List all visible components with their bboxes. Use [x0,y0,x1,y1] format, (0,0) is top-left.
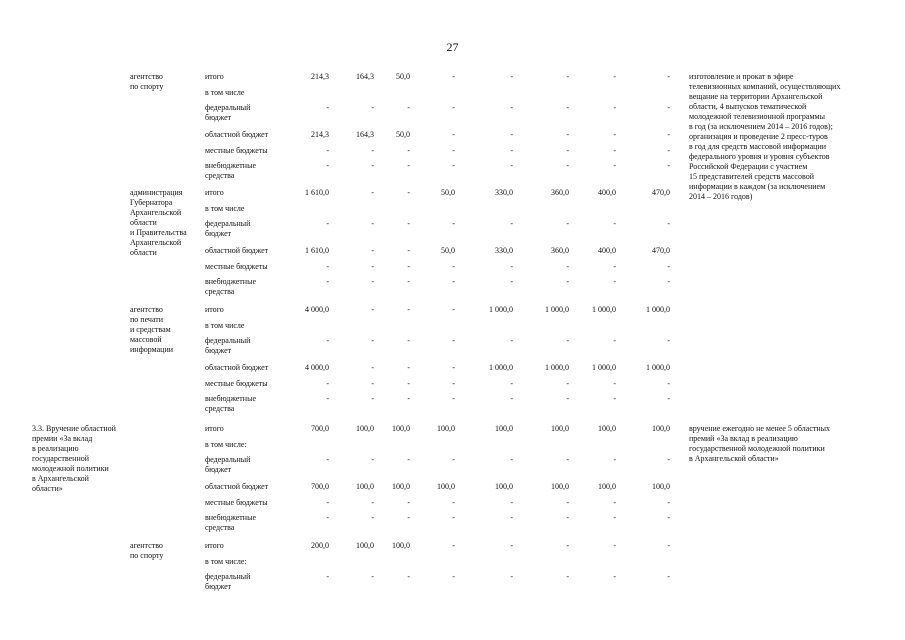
table-cell: - [510,277,513,286]
table-cell: 100,0 [551,482,569,491]
row-label: местные бюджеты [205,146,268,155]
row-label: итого [205,541,224,550]
table-cell: 100,0 [356,541,374,550]
table-cell: - [452,336,455,345]
table-cell: - [667,161,670,170]
table-cell: - [566,455,569,464]
table-cell: - [407,219,410,228]
table-cell: - [407,103,410,112]
row-label: в том числе [205,321,245,330]
table-cell: 700,0 [311,424,329,433]
table-cell: 100,0 [356,424,374,433]
table-cell: 100,0 [392,482,410,491]
table-cell: - [510,394,513,403]
table-cell: - [510,161,513,170]
table-cell: - [407,379,410,388]
table-cell: - [667,379,670,388]
table-cell: - [407,188,410,197]
table-cell: - [371,146,374,155]
table-cell: - [667,103,670,112]
table-cell: - [667,541,670,550]
table-cell: - [510,72,513,81]
table-cell: - [452,103,455,112]
table-cell: - [613,219,616,228]
table-cell: - [371,262,374,271]
table-cell: - [452,363,455,372]
table-cell: 100,0 [598,424,616,433]
table-cell: - [510,146,513,155]
table-cell: - [510,498,513,507]
row-label: областной бюджет [205,130,269,139]
table-cell: - [326,379,329,388]
table-cell: - [326,394,329,403]
table-cell: - [407,336,410,345]
table-cell: 330,0 [495,188,513,197]
table-cell: - [407,498,410,507]
table-cell: - [371,572,374,581]
table-cell: 50,0 [396,130,410,139]
table-cell: - [407,246,410,255]
table-cell: - [452,262,455,271]
table-cell: - [510,572,513,581]
table-cell: - [452,305,455,314]
row-label: внебюджетные средства [205,161,256,180]
table-cell: - [667,394,670,403]
table-cell: - [566,277,569,286]
table-cell: - [510,336,513,345]
row-label: федеральный бюджет [205,455,251,474]
table-cell: - [371,379,374,388]
row-label: итого [205,72,224,81]
table-cell: - [667,72,670,81]
row-label: местные бюджеты [205,262,268,271]
table-cell: - [452,572,455,581]
table-cell: - [452,498,455,507]
table-cell: - [566,130,569,139]
table-cell: 470,0 [652,246,670,255]
table-cell: - [371,188,374,197]
result-text: изготовление и прокат в эфире телевизионных компаний, осуществляющих вещание на территории Архангельской области, 4 выпусков тематической молодежной телевизионной программы в год (за исключением 2014 – 2016 годов); организация и проведение 2 пресс-туров в год для средств массовой информации федерального уровня и уровня субъектов Российской Федерации с участием 15 представителей средств массовой информации в каждом (за исключением 2014 – 2016 годов) [689,72,841,201]
table-cell: - [407,262,410,271]
table-cell: 100,0 [356,482,374,491]
table-cell: 360,0 [551,246,569,255]
table-cell: 1 000,0 [489,305,513,314]
table-cell: - [407,305,410,314]
row-label: итого [205,188,224,197]
table-cell: 4 000,0 [305,305,329,314]
table-cell: - [667,513,670,522]
table-cell: - [452,455,455,464]
table-cell: - [510,262,513,271]
table-cell: 50,0 [441,246,455,255]
table-cell: 400,0 [598,246,616,255]
table-cell: - [371,161,374,170]
table-cell: - [407,146,410,155]
table-cell: 400,0 [598,188,616,197]
table-cell: - [510,379,513,388]
table-cell: - [667,219,670,228]
row-label: внебюджетные средства [205,394,256,413]
table-cell: - [452,72,455,81]
table-cell: - [667,455,670,464]
row-label: в том числе: [205,557,247,566]
table-cell: - [371,498,374,507]
table-cell: - [613,336,616,345]
table-cell: - [613,394,616,403]
table-cell: 100,0 [495,424,513,433]
row-label: федеральный бюджет [205,103,251,122]
table-cell: - [452,541,455,550]
table-cell: - [613,146,616,155]
table-cell: 50,0 [441,188,455,197]
table-cell: - [371,305,374,314]
table-cell: - [566,513,569,522]
table-cell: - [452,146,455,155]
table-cell: - [371,219,374,228]
table-cell: 470,0 [652,188,670,197]
table-cell: - [566,572,569,581]
table-cell: 100,0 [551,424,569,433]
table-cell: - [510,219,513,228]
row-label: в том числе [205,88,245,97]
row-label: областной бюджет [205,482,269,491]
table-cell: - [326,513,329,522]
table-cell: - [566,336,569,345]
table-cell: - [326,572,329,581]
table-cell: - [613,455,616,464]
table-cell: - [326,455,329,464]
table-cell: 214,3 [311,130,329,139]
table-cell: 100,0 [598,482,616,491]
table-cell: - [371,103,374,112]
table-cell: - [613,379,616,388]
table-cell: 100,0 [495,482,513,491]
table-cell: - [407,455,410,464]
table-cell: 164,3 [356,72,374,81]
row-label: федеральный бюджет [205,336,251,355]
table-cell: - [326,262,329,271]
table-cell: - [613,130,616,139]
table-cell: - [667,262,670,271]
table-cell: - [510,455,513,464]
table-cell: - [371,513,374,522]
table-cell: 100,0 [392,541,410,550]
table-cell: 1 000,0 [646,305,670,314]
table-cell: - [407,394,410,403]
table-cell: 1 000,0 [592,363,616,372]
row-label: местные бюджеты [205,498,268,507]
table-cell: - [566,72,569,81]
row-label: итого [205,424,224,433]
table-cell: - [326,219,329,228]
table-cell: - [326,336,329,345]
table-cell: - [613,498,616,507]
table-cell: 330,0 [495,246,513,255]
table-cell: - [326,277,329,286]
row-label: в том числе: [205,440,247,449]
row-label: внебюджетные средства [205,277,256,296]
table-cell: - [452,161,455,170]
table-cell: 360,0 [551,188,569,197]
table-cell: - [452,513,455,522]
table-cell: - [667,277,670,286]
table-cell: 164,3 [356,130,374,139]
table-cell: - [566,394,569,403]
table-cell: - [326,146,329,155]
table-cell: 100,0 [437,424,455,433]
table-cell: - [613,161,616,170]
table-cell: - [613,541,616,550]
table-cell: - [326,161,329,170]
table-cell: - [566,146,569,155]
table-cell: - [371,455,374,464]
table-cell: - [613,277,616,286]
table-cell: 100,0 [652,482,670,491]
table-cell: - [452,219,455,228]
table-cell: - [407,363,410,372]
executor-name: администрация Губернатора Архангельской области и Правительства Архангельской области [130,188,187,257]
page-number: 27 [446,40,459,54]
table-cell: - [667,498,670,507]
table-cell: - [613,262,616,271]
table-cell: - [452,130,455,139]
table-cell: 1 000,0 [545,363,569,372]
table-cell: - [566,379,569,388]
table-cell: 1 000,0 [489,363,513,372]
table-cell: 200,0 [311,541,329,550]
row-label: в том числе [205,204,245,213]
table-cell: - [667,336,670,345]
table-cell: - [510,541,513,550]
table-cell: - [613,72,616,81]
table-cell: - [566,161,569,170]
table-cell: - [452,379,455,388]
table-cell: - [566,262,569,271]
table-cell: 1 000,0 [646,363,670,372]
table-cell: - [371,394,374,403]
table-cell: - [407,572,410,581]
table-cell: - [371,246,374,255]
executor-name: агентство по спорту [130,541,164,560]
table-cell: - [613,572,616,581]
measure-title: 3.3. Вручение областной премии «За вклад в реализацию государственной молодежной политики в Архангельской области» [32,424,116,493]
table-cell: 700,0 [311,482,329,491]
table-cell: 100,0 [652,424,670,433]
table-cell: - [613,513,616,522]
table-cell: - [407,161,410,170]
table-cell: 1 610,0 [305,246,329,255]
table-cell: 1 000,0 [545,305,569,314]
table-cell: 4 000,0 [305,363,329,372]
table-cell: 214,3 [311,72,329,81]
table-cell: 100,0 [392,424,410,433]
table-cell: 50,0 [396,72,410,81]
table-cell: - [667,130,670,139]
table-cell: - [510,103,513,112]
table-cell: - [510,513,513,522]
table-cell: - [566,219,569,228]
table-cell: - [510,130,513,139]
table-cell: - [566,103,569,112]
table-cell: - [667,572,670,581]
table-cell: - [371,277,374,286]
table-cell: - [407,277,410,286]
table-cell: - [371,336,374,345]
executor-name: агентство по спорту [130,72,164,91]
row-label: областной бюджет [205,246,269,255]
table-cell: - [326,103,329,112]
table-cell: 1 610,0 [305,188,329,197]
row-label: областной бюджет [205,363,269,372]
row-label: внебюджетные средства [205,513,256,532]
table-cell: - [326,498,329,507]
table-cell: - [566,498,569,507]
table-cell: - [452,277,455,286]
table-cell: - [407,513,410,522]
table-cell: - [613,103,616,112]
row-label: федеральный бюджет [205,219,251,238]
table-cell: 100,0 [437,482,455,491]
table-cell: - [371,363,374,372]
table-cell: - [452,394,455,403]
table-cell: - [667,146,670,155]
table-cell: - [566,541,569,550]
result-text: вручение ежегодно не менее 5 областных премий «За вклад в реализацию государственной молодежной политики в Архангельской области» [689,424,831,463]
row-label: итого [205,305,224,314]
row-label: местные бюджеты [205,379,268,388]
row-label: федеральный бюджет [205,572,251,591]
table-cell: 1 000,0 [592,305,616,314]
executor-name: агентство по печати и средствам массовой информации [130,305,174,354]
